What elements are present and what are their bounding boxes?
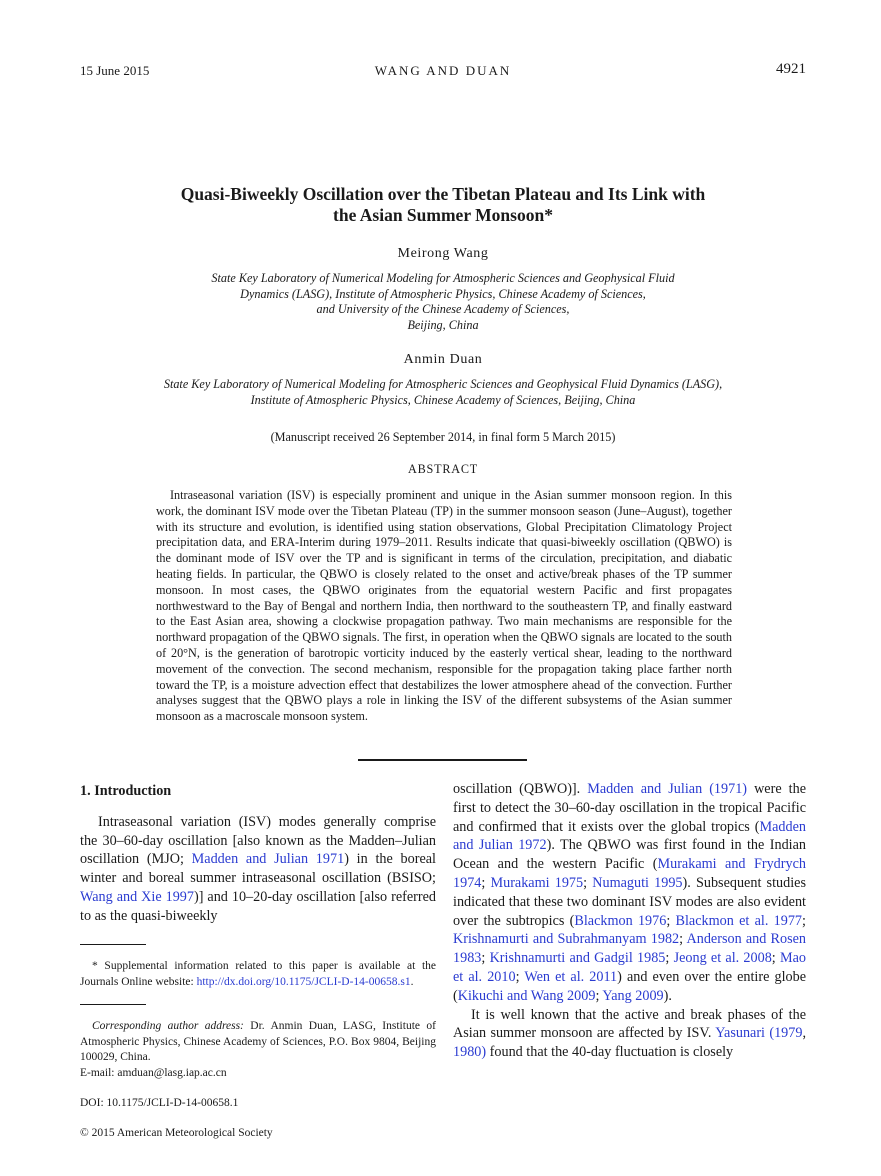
text-run: ; [515,968,525,985]
running-authors: WANG AND DUAN [374,63,512,78]
affiliation-line: Institute of Atmospheric Physics, Chinese Academy of Sciences, Beijing, China [250,392,636,407]
citation-link[interactable]: Blackmon 1976 [574,912,667,929]
correspondence-text: Dr. Anmin Duan, LASG, Institute of Atmospheric Physics, Chinese Academy of Sciences, P.O. Box 9804, Beijing 100029, China. [80,1020,436,1063]
right-column [453,780,806,1062]
citation-link[interactable]: Jeong et al. 2008 [673,950,772,967]
section-divider [358,759,527,761]
manuscript-dates: (Manuscript received 26 September 2014, in final form 5 March 2015) [270,430,616,444]
author-affiliation [80,271,806,333]
text-run: ). The QBWO was first found in the Indian Ocean and the western Pacific ( [453,837,806,873]
footnote-end: . [410,975,414,988]
citation-link[interactable]: Yasunari (1979 [715,1025,803,1042]
text-run: oscillation (QBWO)]. [453,781,588,797]
running-header [80,63,806,83]
text-run: ; [595,987,603,1004]
affiliation-line: Beijing, China [407,317,479,332]
citation-link[interactable]: Wang and Xie 1997 [80,888,194,905]
citation-link[interactable]: Krishnamurti and Subrahmanyam 1982 [453,931,680,948]
title-line: the Asian Summer Monsoon* [333,205,553,225]
text-run: ; [583,874,593,891]
citation-link[interactable]: Krishnamurti and Gadgil 1985 [489,950,666,967]
footnote-text: * Supplemental information related to this paper is available at the Journals Online website: [80,960,436,988]
section-heading: 1. Introduction [80,783,172,799]
citation-link[interactable]: Blackmon et al. 1977 [675,912,803,929]
text-run: found that the 40-day fluctuation is closely [486,1044,734,1061]
citation-link[interactable]: Madden and Julian (1971) [587,781,748,797]
corresponding-author [80,1019,436,1081]
text-run: )] and 10–20-day oscillation [also referred to as the quasi-biweekly [80,888,436,924]
intro-paragraph [453,1006,806,1062]
text-run: ; [679,931,687,948]
text-run: ; [481,950,490,967]
email: E-mail: amduan@lasg.iap.ac.cn [80,1066,227,1079]
text-run: , [802,1025,806,1042]
issue-date: 15 June 2015 [80,63,150,78]
text-run: ; [481,874,491,891]
abstract-text: Intraseasonal variation (ISV) is especially prominent and unique in the Asian summer monsoon region. In this work, the dominant ISV mode over the Tibetan Plateau (TP) in the summer monsoon season (June–August), together with its structure and evolution, is identified using station observations, Global Precipitation Climatology Project precipitation data, and ERA-Interim during 1979–2011. Results indicate that quasi-biweekly oscillation (QBWO) is the dominant mode of ISV over the TP and is significant in terms of the circulation, precipitation, and diabatic heating fields. In particular, the QBWO is closely related to the onset and active/break phases of the TP summer monsoon. In most cases, the QBWO originates from the equatorial western Pacific and first propagates northwestward to the Bay of Bengal and northern India, then northward to the southeastern TP, and finally eastward to the East Asian area, showing a clockwise propagation pathway. Two main mechanisms are responsible for the northward propagation of the QBWO signals. The first, in operation when the QBWO signals are located to the south of 20°N, is the generation of barotropic vorticity induced by the easterly vertical shear, leading to the northward movement of the convection. The second mechanism, responsible for the propagation taking place farther north toward the TP, is a moisture advection effect that destabilizes the lower atmosphere ahead of the convection. Further analyses suggest that the QBWO plays a role in linking the ISV of the different subsystems of the Asian summer monsoon as a macroscale monsoon system. [156,488,732,724]
text-run: Intraseasonal variation (ISV) modes generally comprise the 30–60-day oscillation [also known as the Madden–Julian oscillation (MJO; [80,813,436,868]
text-run: ; [802,912,806,929]
text-run: ). Subsequent studies indicated that these two dominant ISV modes are also evident over the subtropics ( [453,874,806,929]
citation-link[interactable]: Yang 2009 [602,987,664,1004]
text-run: ) in the boreal winter and boreal summer intraseasonal oscillation (BSISO; [80,851,436,887]
affiliation-line: and University of the Chinese Academy of Sciences, [316,302,570,316]
citation-link[interactable]: Madden and Julian 1971 [191,851,345,868]
correspondence-label: Corresponding author address: [92,1020,244,1032]
citation-link[interactable]: Anderson and Rosen 1983 [453,931,806,967]
affiliation-line: Dynamics (LASG), Institute of Atmospheric Physics, Chinese Academy of Sciences, [240,286,646,301]
author-name: Meirong Wang [397,246,489,261]
citation-link[interactable]: 1980) [453,1044,487,1061]
supplemental-footnote [80,959,436,990]
page-number: 4921 [776,61,806,77]
left-column [80,782,436,926]
intro-paragraph-continued [453,780,806,1006]
title-line: Quasi-Biweekly Oscillation over the Tibetan Plateau and Its Link with [180,184,706,204]
text-run: ; [771,950,780,967]
citation-link[interactable]: Mao et al. 2010 [453,950,806,985]
text-run: ). [663,987,672,1004]
text-run: ; [665,950,674,967]
citation-link[interactable]: Murakami and Frydrych 1974 [453,856,806,891]
citation-link[interactable]: Kikuchi and Wang 2009 [457,987,596,1004]
text-run: It is well known that the active and break phases of the Asian summer monsoon are affected by ISV. [453,1006,806,1042]
intro-paragraph [80,813,436,926]
author-affiliation [80,377,806,408]
text-run: ; [666,912,676,929]
author-name: Anmin Duan [403,352,483,367]
text-run: ) and even over the entire globe ( [453,968,806,1004]
text-run: were the first to detect the 30–60-day oscillation in the tropical Pacific and confirmed that it exists over the global tropics ( [453,781,806,835]
paper-title [80,184,806,226]
citation-link[interactable]: Madden and Julian 1972 [453,818,806,854]
citation-link[interactable]: Murakami 1975 [490,874,584,891]
footnote-rule [80,944,146,945]
affiliation-line: State Key Laboratory of Numerical Modeling for Atmospheric Sciences and Geophysical Fluid [211,271,675,285]
citation-link[interactable]: Numaguti 1995 [592,874,683,891]
supplement-url-link[interactable]: http://dx.doi.org/10.1175/JCLI-D-14-00658.s1 [196,975,411,988]
affiliation-line: State Key Laboratory of Numerical Modeling for Atmospheric Sciences and Geophysical Fluid Dynamics (LASG), [163,377,723,391]
doi: DOI: 10.1175/JCLI-D-14-00658.1 [80,1097,239,1109]
citation-link[interactable]: Wen et al. 2011 [524,968,618,985]
abstract-heading: ABSTRACT [407,462,479,476]
footnote-rule [80,1004,146,1005]
copyright: © 2015 American Meteorological Society [80,1127,273,1139]
